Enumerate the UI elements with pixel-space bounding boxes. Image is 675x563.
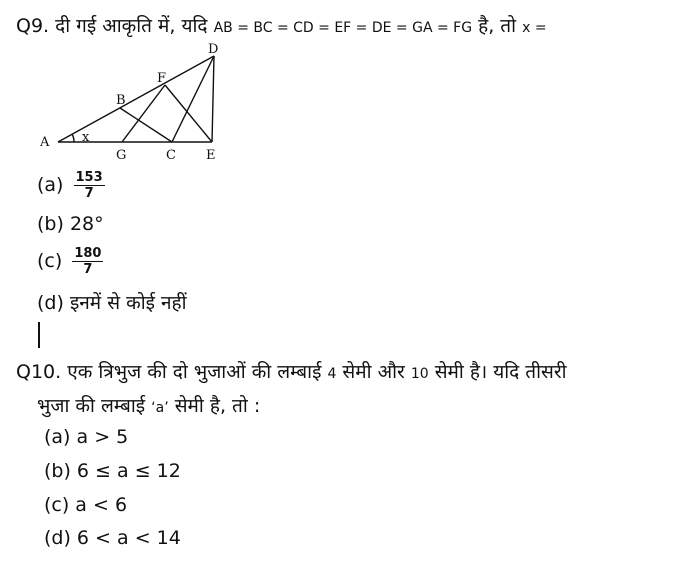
label-f: F bbox=[157, 71, 167, 86]
q10-line2-text-a: भुजा की लम्बाई bbox=[37, 395, 152, 417]
q10-title-line2 bbox=[37, 392, 260, 418]
q10-line1-text-c: सेमी है। यदि तीसरी bbox=[428, 361, 567, 383]
q10-variable-a: ‘a’ bbox=[151, 400, 169, 416]
text-cursor bbox=[38, 322, 40, 348]
q9-option-d bbox=[37, 289, 187, 315]
q9-option-c-denominator: 7 bbox=[83, 262, 93, 277]
q9-title-equation: AB = BC = CD = EF = DE = GA = FG bbox=[213, 20, 473, 36]
q9-title bbox=[16, 12, 547, 38]
q9-option-c-label: (c) bbox=[37, 250, 63, 272]
q9-title-variable: x = bbox=[522, 20, 547, 36]
q10-line1-text-b: सेमी और bbox=[336, 361, 411, 383]
label-d: D bbox=[208, 42, 219, 57]
q10-option-c: (c) a < 6 bbox=[44, 494, 128, 516]
q9-option-a-label: (a) bbox=[37, 174, 64, 196]
label-x: x bbox=[82, 130, 90, 145]
q9-option-b-label: (b) bbox=[37, 213, 64, 235]
q10-option-d: (d) 6 < a < 14 bbox=[44, 527, 181, 549]
q9-option-c-fraction bbox=[72, 246, 103, 277]
q10-side1-value: 4 bbox=[327, 366, 337, 382]
q10-side2-value: 10 bbox=[410, 366, 429, 382]
q9-option-d-text: इनमें से कोई नहीं bbox=[69, 292, 187, 314]
q9-option-a-fraction bbox=[74, 170, 105, 201]
label-a: A bbox=[40, 135, 50, 150]
q10-title-line1 bbox=[16, 358, 567, 384]
q9-option-a-numerator: 153 bbox=[75, 170, 103, 185]
segment-cd bbox=[172, 56, 214, 142]
q9-triangle-figure bbox=[30, 38, 230, 162]
q10-option-b: (b) 6 ≤ a ≤ 12 bbox=[44, 460, 181, 482]
q9-option-c-numerator: 180 bbox=[74, 246, 102, 261]
q9-option-b-text: 28° bbox=[69, 213, 104, 235]
label-b: B bbox=[116, 93, 126, 108]
side-de bbox=[212, 56, 214, 142]
q9-option-b bbox=[37, 213, 104, 235]
angle-x-arc bbox=[72, 134, 74, 142]
q10-line2-text-b: सेमी है, तो : bbox=[168, 395, 261, 417]
q9-option-c bbox=[37, 246, 103, 277]
label-e: E bbox=[206, 148, 216, 162]
label-c: C bbox=[166, 148, 176, 162]
q9-option-a-denominator: 7 bbox=[84, 186, 94, 201]
segment-fe bbox=[165, 85, 212, 142]
segment-bc bbox=[120, 108, 172, 142]
q9-title-suffix: है, तो bbox=[472, 15, 523, 37]
q9-option-a bbox=[37, 170, 105, 201]
q9-title-prefix: Q9. दी गई आकृति में, यदि bbox=[16, 15, 214, 37]
label-g: G bbox=[116, 148, 127, 162]
q9-option-d-label: (d) bbox=[37, 292, 64, 314]
q10-line1-text-a: Q10. एक त्रिभुज की दो भुजाओं की लम्बाई bbox=[16, 361, 328, 383]
q10-option-a: (a) a > 5 bbox=[44, 426, 129, 448]
